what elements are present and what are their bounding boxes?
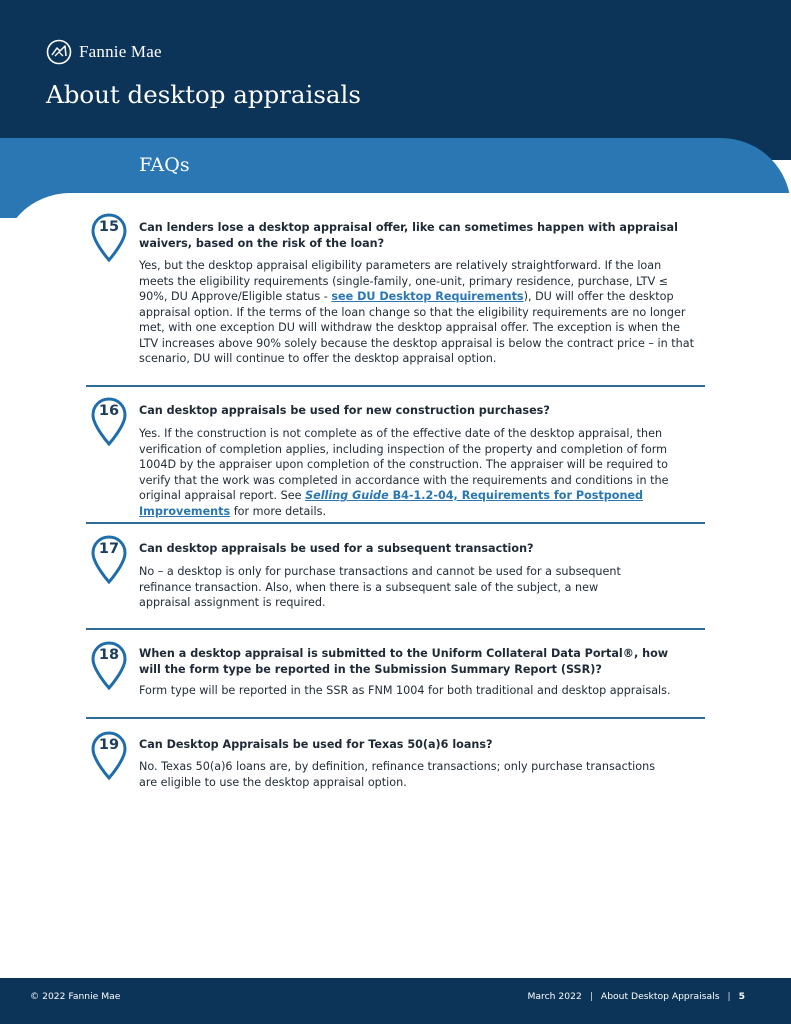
faq-number-pin xyxy=(91,535,127,585)
faq-number-pin xyxy=(91,641,127,691)
faq-divider xyxy=(86,522,705,524)
faq-answer-text: ), DU will offer the desktop appraisal option. If the terms of the loan change so that the eligibility requirements are no longer met, with one exception DU will withdraw the desktop appraisal offer. The exception is when the LTV increases above 90% solely because the desktop appraisal is below the contract price – in that scenario, DU will continue to offer the desktop appraisal option. xyxy=(139,290,695,365)
faq-answer: No – a desktop is only for purchase transactions and cannot be used for a subsequent refinance transaction. Also, when there is a subsequent sale of the subject, a new appraisal assignment is required. xyxy=(139,565,621,609)
faq-answer xyxy=(139,258,699,367)
selling-guide-link-italic: Selling Guide xyxy=(305,489,389,502)
faq-question: Can desktop appraisals be used for new construction purchases? xyxy=(139,404,550,417)
faq-number: 15 xyxy=(98,219,120,235)
fannie-mae-logo-icon xyxy=(46,39,72,65)
faq-divider xyxy=(86,628,705,630)
footer-doc-title: About Desktop Appraisals xyxy=(600,991,720,1002)
faq-question: Can desktop appraisals be used for a subsequent transaction? xyxy=(139,542,534,555)
faq-answer-text: Yes, but the desktop appraisal eligibility parameters are relatively straightforward. If the loan meets the eligibility requirements (single-family, one-unit, primary residence, purchase, LTV ≤ 90%, DU Approve/Eligible status - xyxy=(139,259,669,303)
footer-date: March 2022 xyxy=(527,991,582,1002)
faq-number: 17 xyxy=(98,541,120,557)
faq-answer xyxy=(139,426,699,519)
footer-separator: | xyxy=(589,991,593,1002)
page-title: About desktop appraisals xyxy=(46,80,361,109)
page-number: 5 xyxy=(738,991,745,1002)
faq-number-pin xyxy=(91,731,127,781)
faq-divider xyxy=(86,717,705,719)
faq-number: 18 xyxy=(98,647,120,663)
du-desktop-requirements-link[interactable]: see DU Desktop Requirements xyxy=(331,290,524,303)
faq-number: 19 xyxy=(98,737,120,753)
faq-answer-text: Yes. If the construction is not complete as of the effective date of the desktop appraisal, then verification of completion applies, including inspection of the property and completion of form 1004D by the appraiser upon completion of the construction. The appraiser will be required to verify that the work was completed in accordance with the requirements and conditions in the original appraisal report. See xyxy=(139,427,669,502)
page-header xyxy=(0,0,791,160)
faq-question: When a desktop appraisal is submitted to the Uniform Collateral Data Portal®, how will the form type be reported in the Submission Summary Report (SSR)? xyxy=(139,647,669,676)
section-title: FAQs xyxy=(139,154,190,176)
faq-answer-text: for more details. xyxy=(230,504,326,518)
faq-question: Can Desktop Appraisals be used for Texas 50(a)6 loans? xyxy=(139,738,493,751)
faq-divider xyxy=(86,385,705,387)
brand-name: Fannie Mae xyxy=(79,42,162,61)
faq-number-pin xyxy=(91,213,127,263)
page-footer xyxy=(0,978,791,1024)
faq-answer: Form type will be reported in the SSR as FNM 1004 for both traditional and desktop appraisals. xyxy=(139,684,671,697)
faq-number: 16 xyxy=(98,403,120,419)
faq-answer: No. Texas 50(a)6 loans are, by definition, refinance transactions; only purchase transactions are eligible to use the desktop appraisal option. xyxy=(139,760,656,789)
footer-meta xyxy=(528,991,746,1002)
faq-number-pin xyxy=(91,397,127,447)
footer-separator: | xyxy=(727,991,731,1002)
selling-guide-link-text: B4-1.2-04, Requirements for Postponed Improvements xyxy=(139,489,644,518)
copyright: © 2022 Fannie Mae xyxy=(30,991,121,1002)
brand-logo[interactable] xyxy=(46,39,162,65)
faq-question: Can lenders lose a desktop appraisal offer, like can sometimes happen with appraisal waivers, based on the risk of the loan? xyxy=(139,221,678,250)
